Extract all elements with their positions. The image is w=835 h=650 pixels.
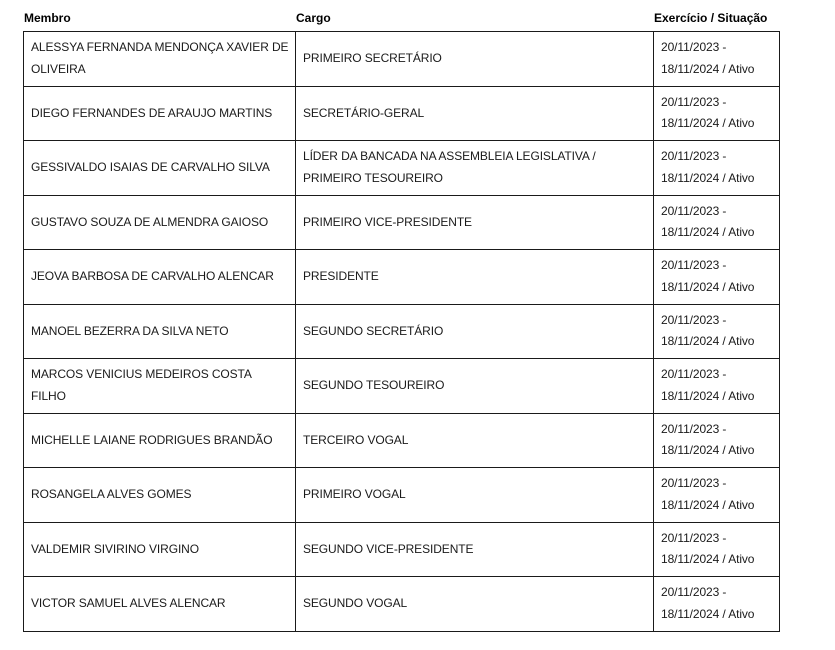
term-end-status: 18/11/2024 / Ativo: [661, 225, 755, 240]
term-start: 20/11/2023 -: [661, 203, 727, 218]
term-end-status: 18/11/2024 / Ativo: [661, 606, 755, 621]
table-row: [24, 32, 780, 87]
term-start: 20/11/2023 -: [661, 367, 727, 382]
term-status-cell: [654, 195, 780, 250]
term-end-status: 18/11/2024 / Ativo: [661, 170, 755, 185]
term-start: 20/11/2023 -: [661, 40, 727, 55]
table-row: [24, 359, 780, 414]
table-row: [24, 304, 780, 359]
table-row: [24, 141, 780, 196]
term-start: 20/11/2023 -: [661, 149, 727, 164]
term-status-cell: [654, 577, 780, 632]
column-header-cargo: Cargo: [296, 11, 331, 25]
term-start: 20/11/2023 -: [661, 94, 727, 109]
term-status-cell: [654, 359, 780, 414]
member-name-cell: ROSANGELA ALVES GOMES: [24, 468, 296, 523]
table-row: [24, 413, 780, 468]
table-row: [24, 577, 780, 632]
role-cell: PRIMEIRO SECRETÁRIO: [296, 32, 654, 87]
member-name-cell: MARCOS VENICIUS MEDEIROS COSTA FILHO: [24, 359, 296, 414]
members-table: [23, 31, 780, 632]
term-end-status: 18/11/2024 / Ativo: [661, 443, 755, 458]
role-cell: TERCEIRO VOGAL: [296, 413, 654, 468]
role-cell: SEGUNDO VOGAL: [296, 577, 654, 632]
term-start: 20/11/2023 -: [661, 476, 727, 491]
term-status-cell: [654, 141, 780, 196]
term-end-status: 18/11/2024 / Ativo: [661, 116, 755, 131]
role-cell: SEGUNDO SECRETÁRIO: [296, 304, 654, 359]
term-status-cell: [654, 413, 780, 468]
term-start: 20/11/2023 -: [661, 530, 727, 545]
term-status-cell: [654, 304, 780, 359]
role-cell: SECRETÁRIO-GERAL: [296, 86, 654, 141]
member-name-cell: VALDEMIR SIVIRINO VIRGINO: [24, 522, 296, 577]
role-cell: PRESIDENTE: [296, 250, 654, 305]
table-row: [24, 250, 780, 305]
term-status-cell: [654, 522, 780, 577]
table-row: [24, 86, 780, 141]
role-cell: SEGUNDO VICE-PRESIDENTE: [296, 522, 654, 577]
term-end-status: 18/11/2024 / Ativo: [661, 334, 755, 349]
term-status-cell: [654, 32, 780, 87]
term-status-cell: [654, 250, 780, 305]
column-header-membro: Membro: [24, 11, 71, 25]
term-end-status: 18/11/2024 / Ativo: [661, 279, 755, 294]
term-end-status: 18/11/2024 / Ativo: [661, 497, 755, 512]
table-row: [24, 468, 780, 523]
term-start: 20/11/2023 -: [661, 312, 727, 327]
term-status-cell: [654, 86, 780, 141]
role-cell: PRIMEIRO VICE-PRESIDENTE: [296, 195, 654, 250]
member-name-cell: GESSIVALDO ISAIAS DE CARVALHO SILVA: [24, 141, 296, 196]
member-name-cell: VICTOR SAMUEL ALVES ALENCAR: [24, 577, 296, 632]
member-name-cell: MANOEL BEZERRA DA SILVA NETO: [24, 304, 296, 359]
term-start: 20/11/2023 -: [661, 258, 727, 273]
member-name-cell: ALESSYA FERNANDA MENDONÇA XAVIER DE OLIVEIRA: [24, 32, 296, 87]
term-end-status: 18/11/2024 / Ativo: [661, 388, 755, 403]
role-cell: LÍDER DA BANCADA NA ASSEMBLEIA LEGISLATIVA / PRIMEIRO TESOUREIRO: [296, 141, 654, 196]
term-status-cell: [654, 468, 780, 523]
member-name-cell: JEOVA BARBOSA DE CARVALHO ALENCAR: [24, 250, 296, 305]
role-cell: PRIMEIRO VOGAL: [296, 468, 654, 523]
member-name-cell: DIEGO FERNANDES DE ARAUJO MARTINS: [24, 86, 296, 141]
term-end-status: 18/11/2024 / Ativo: [661, 61, 755, 76]
role-cell: SEGUNDO TESOUREIRO: [296, 359, 654, 414]
term-start: 20/11/2023 -: [661, 585, 727, 600]
column-header-exercicio-situacao: Exercício / Situação: [654, 11, 768, 25]
term-end-status: 18/11/2024 / Ativo: [661, 552, 755, 567]
table-row: [24, 195, 780, 250]
member-name-cell: MICHELLE LAIANE RODRIGUES BRANDÃO: [24, 413, 296, 468]
term-start: 20/11/2023 -: [661, 421, 727, 436]
table-row: [24, 522, 780, 577]
member-name-cell: GUSTAVO SOUZA DE ALMENDRA GAIOSO: [24, 195, 296, 250]
